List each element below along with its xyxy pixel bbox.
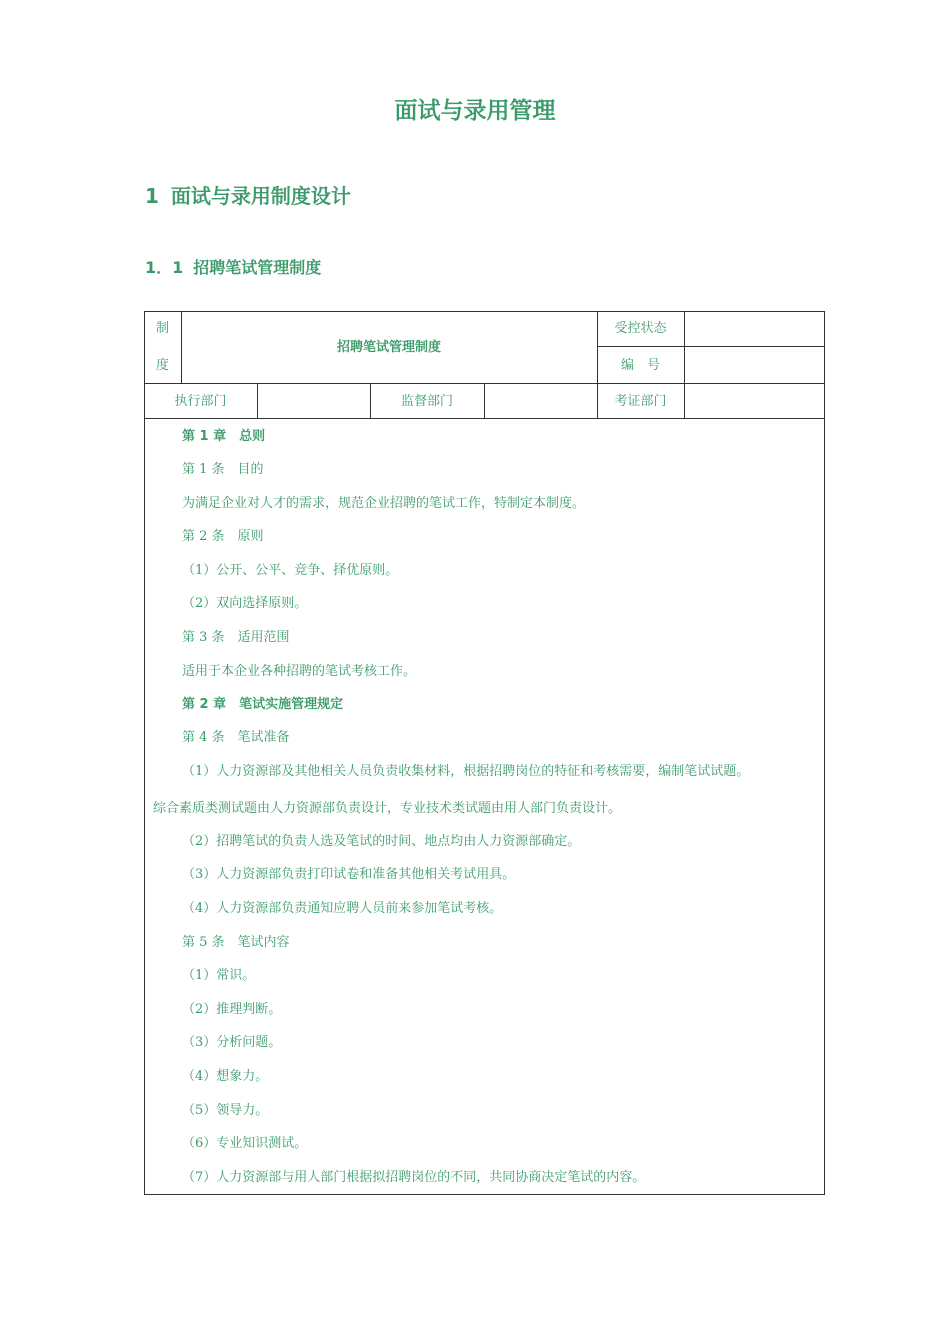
- table-divider: [144, 418, 825, 419]
- number-label: 编 号: [620, 358, 660, 373]
- article-heading: 第 3 条 适用范围: [182, 630, 290, 645]
- paragraph: （1）公开、公平、竞争、择优原则。: [182, 563, 399, 578]
- paragraph: （7）人力资源部与用人部门根据拟招聘岗位的不同，共同协商决定笔试的内容。: [182, 1170, 646, 1185]
- chapter-heading: 第 2 章 笔试实施管理规定: [182, 697, 344, 712]
- paragraph: （1）人力资源部及其他相关人员负责收集材料，根据招聘岗位的特征和考核需要，编制笔试试题。: [182, 764, 750, 779]
- article-heading: 第 5 条 笔试内容: [182, 935, 290, 950]
- paragraph: （2）招聘笔试的负责人选及笔试的时间、地点均由人力资源部确定。: [182, 834, 581, 849]
- paragraph: （2）推理判断。: [182, 1002, 282, 1017]
- document-title: 面试与录用管理: [394, 98, 556, 124]
- paragraph: （6）专业知识测试。: [182, 1136, 308, 1151]
- verify-dept-label: 考证部门: [614, 394, 667, 409]
- paragraph: （3）人力资源部负责打印试卷和准备其他相关考试用具。: [182, 867, 516, 882]
- article-heading: 第 1 条 目的: [182, 462, 264, 477]
- paragraph: 综合素质类测试题由人力资源部负责设计，专业技术类试题由用人部门负责设计。: [153, 801, 622, 816]
- article-heading: 第 2 条 原则: [182, 529, 264, 544]
- exec-dept-label: 执行部门: [174, 394, 227, 409]
- table-divider: [484, 383, 485, 418]
- paragraph: （3）分析问题。: [182, 1035, 282, 1050]
- table-divider: [684, 311, 685, 418]
- supervise-dept-label: 监督部门: [400, 394, 453, 409]
- regulation-label-char-2: 度: [155, 358, 169, 373]
- table-divider: [257, 383, 258, 418]
- regulation-label-char-1: 制: [155, 321, 169, 336]
- section-1-1-number: 1．1: [145, 258, 184, 277]
- table-divider: [597, 346, 825, 347]
- regulation-name: 招聘笔试管理制度: [336, 340, 441, 355]
- paragraph: （4）想象力。: [182, 1069, 269, 1084]
- chapter-heading: 第 1 章 总则: [182, 429, 266, 444]
- paragraph: 适用于本企业各种招聘的笔试考核工作。: [182, 664, 417, 679]
- section-1-1-text: 招聘笔试管理制度: [193, 258, 322, 277]
- paragraph: 为满足企业对人才的需求，规范企业招聘的笔试工作，特制定本制度。: [182, 496, 586, 511]
- section-1-number: 1: [145, 184, 159, 208]
- section-1-1-heading: [145, 255, 321, 278]
- control-status-label: 受控状态: [614, 321, 667, 336]
- article-heading: 第 4 条 笔试准备: [182, 730, 290, 745]
- paragraph: （4）人力资源部负责通知应聘人员前来参加笔试考核。: [182, 901, 503, 916]
- paragraph: （5）领导力。: [182, 1103, 269, 1118]
- paragraph: （2）双向选择原则。: [182, 596, 308, 611]
- section-1-text: 面试与录用制度设计: [170, 184, 351, 208]
- section-1-heading: [145, 180, 351, 209]
- paragraph: （1）常识。: [182, 968, 256, 983]
